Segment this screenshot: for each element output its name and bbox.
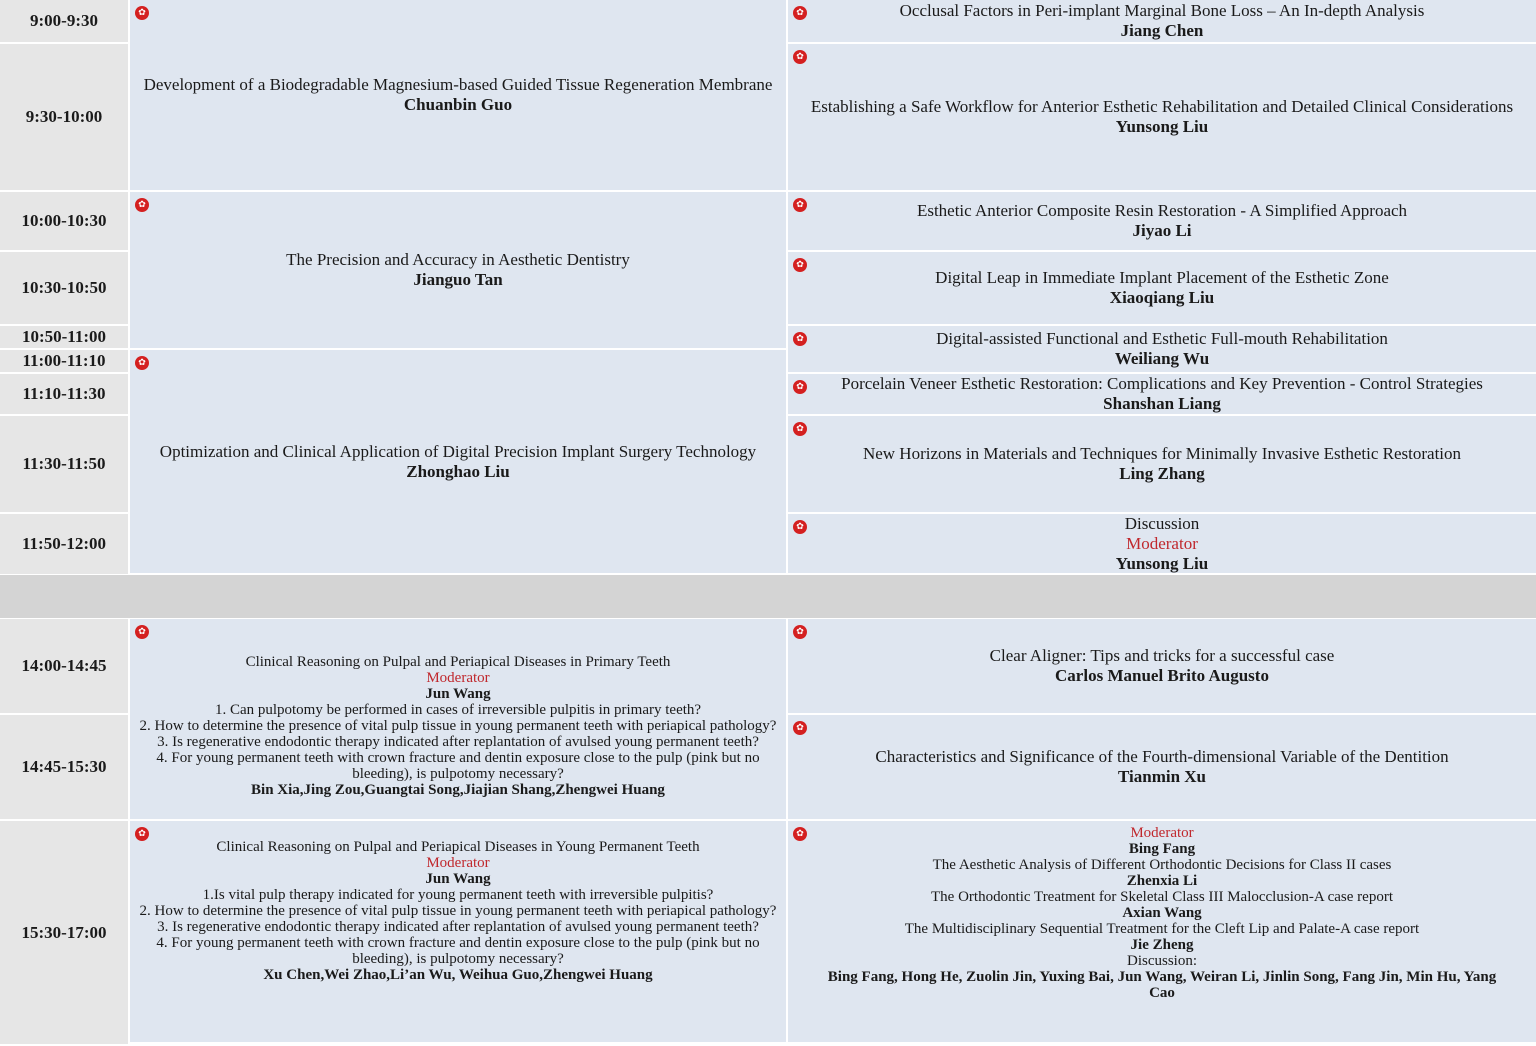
question: 4. For young permanent teeth with crown fracture and dentin exposure close to the pulp (pink but no bleeding), is pulpotomy necessary?	[156, 935, 760, 967]
question: 4. For young permanent teeth with crown fracture and dentin exposure close to the pulp (pink but no bleeding), is pulpotomy necessary?	[156, 750, 760, 782]
time-slot: 15:30-17:00	[0, 821, 128, 1046]
speaker-name: Jie Zheng	[1130, 937, 1194, 953]
talk-title: Occlusal Factors in Peri-implant Marginal Bone Loss – An In-depth Analysis	[899, 1, 1425, 20]
lunch-break-bar	[0, 575, 1536, 618]
logo-icon: ✿	[135, 827, 149, 841]
logo-icon: ✿	[793, 520, 807, 534]
time-slot: 9:00-9:30	[0, 0, 128, 44]
session-cell	[788, 619, 1536, 715]
time-slot: 11:00-11:10	[0, 350, 128, 374]
speaker-name: Chuanbin Guo	[403, 95, 513, 114]
time-slot: 14:45-15:30	[0, 715, 128, 821]
speaker-name: Yunsong Liu	[1115, 553, 1209, 573]
talk-title: New Horizons in Materials and Techniques for Minimally Invasive Esthetic Restoration	[862, 444, 1462, 463]
logo-icon: ✿	[793, 625, 807, 639]
speaker-name: Ling Zhang	[1119, 464, 1205, 483]
logo-icon: ✿	[793, 198, 807, 212]
session-cell	[130, 350, 786, 575]
speaker-name: Jiyao Li	[1132, 221, 1192, 240]
talk-title: Clear Aligner: Tips and tricks for a successful case	[989, 646, 1335, 665]
session-cell	[788, 374, 1536, 416]
question: 1.Is vital pulp therapy indicated for young permanent teeth with irreversible pulpitis?	[202, 887, 714, 903]
session-cell	[788, 252, 1536, 326]
logo-icon: ✿	[793, 6, 807, 20]
moderator-label: Moderator	[426, 855, 490, 871]
logo-icon: ✿	[793, 721, 807, 735]
question: 3. Is regenerative endodontic therapy indicated after replantation of avulsed young permanent teeth?	[157, 734, 759, 750]
talk-title: Porcelain Veneer Esthetic Restoration: Complications and Key Prevention - Control Strategies	[841, 374, 1483, 393]
speaker-name: Carlos Manuel Brito Augusto	[1055, 666, 1269, 685]
talk-title: Esthetic Anterior Composite Resin Restoration - A Simplified Approach	[916, 201, 1408, 220]
logo-icon: ✿	[793, 332, 807, 346]
moderator-label: Moderator	[1126, 533, 1198, 553]
speaker-name: Shanshan Liang	[1103, 394, 1221, 413]
logo-icon: ✿	[793, 380, 807, 394]
moderator-name: Bing Fang	[1128, 841, 1196, 857]
talk-title: The Aesthetic Analysis of Different Orthodontic Decisions for Class II cases	[932, 857, 1392, 873]
time-slot: 11:10-11:30	[0, 374, 128, 416]
session-cell	[788, 326, 1536, 374]
talk-title: Digital Leap in Immediate Implant Placement of the Esthetic Zone	[935, 268, 1389, 287]
session-cell	[788, 192, 1536, 252]
speaker-name: Jianguo Tan	[413, 270, 503, 289]
speaker-name: Zhonghao Liu	[406, 461, 510, 481]
time-slot: 9:30-10:00	[0, 44, 128, 192]
session-cell	[788, 44, 1536, 192]
question: 2. How to determine the presence of vital pulp tissue in young permanent teeth with periapical pathology?	[139, 718, 777, 734]
logo-icon: ✿	[135, 356, 149, 370]
logo-icon: ✿	[135, 6, 149, 20]
session-cell	[130, 192, 786, 350]
talk-title: Digital-assisted Functional and Esthetic Full-mouth Rehabilitation	[936, 329, 1388, 348]
logo-icon: ✿	[135, 625, 149, 639]
question: 2. How to determine the presence of vital pulp tissue in young permanent teeth with periapical pathology?	[139, 903, 777, 919]
logo-icon: ✿	[793, 422, 807, 436]
talk-title: Clinical Reasoning on Pulpal and Periapical Diseases in Young Permanent Teeth	[216, 839, 700, 855]
panel-names: Bing Fang, Hong He, Zuolin Jin, Yuxing Bai, Jun Wang, Weiran Li, Jinlin Song, Fang Jin, Min Hu, Yang Cao	[827, 969, 1497, 1001]
speaker-name: Axian Wang	[1122, 905, 1202, 921]
talk-title: Optimization and Clinical Application of Digital Precision Implant Surgery Technology	[159, 441, 757, 461]
panel-names: Xu Chen,Wei Zhao,Li’an Wu, Weihua Guo,Zhengwei Huang	[263, 967, 653, 983]
talk-title: The Orthodontic Treatment for Skeletal Class III Malocclusion-A case report	[931, 889, 1393, 905]
logo-icon: ✿	[135, 198, 149, 212]
logo-icon: ✿	[793, 827, 807, 841]
time-slot: 11:30-11:50	[0, 416, 128, 514]
moderator-name: Jun Wang	[425, 686, 491, 702]
time-slot: 10:50-11:00	[0, 326, 128, 350]
talk-title: The Precision and Accuracy in Aesthetic Dentistry	[286, 250, 630, 269]
time-slot: 11:50-12:00	[0, 514, 128, 576]
panel-names: Bin Xia,Jing Zou,Guangtai Song,Jiajian Shang,Zhengwei Huang	[251, 782, 665, 798]
logo-icon: ✿	[793, 50, 807, 64]
speaker-name: Tianmin Xu	[1117, 767, 1207, 786]
talk-title: Characteristics and Significance of the Fourth-dimensional Variable of the Dentition	[875, 747, 1449, 766]
session-cell	[788, 715, 1536, 821]
session-cell	[130, 619, 786, 821]
question: 3. Is regenerative endodontic therapy indicated after replantation of avulsed young permanent teeth?	[157, 919, 759, 935]
speaker-name: Zhenxia Li	[1126, 873, 1198, 889]
talk-title: The Multidisciplinary Sequential Treatment for the Cleft Lip and Palate-A case report	[904, 921, 1420, 937]
talk-title: Development of a Biodegradable Magnesium-based Guided Tissue Regeneration Membrane	[143, 75, 773, 94]
logo-icon: ✿	[793, 258, 807, 272]
moderator-label: Moderator	[426, 670, 490, 686]
talk-title: Discussion	[1124, 513, 1200, 533]
session-cell	[130, 821, 786, 1044]
talk-title: Clinical Reasoning on Pulpal and Periapical Diseases in Primary Teeth	[245, 654, 671, 670]
talk-title: Establishing a Safe Workflow for Anterior Esthetic Rehabilitation and Detailed Clinical Considerations	[810, 97, 1514, 116]
question: 1. Can pulpotomy be performed in cases of irreversible pulpitis in primary teeth?	[214, 702, 702, 718]
discussion-label: Discussion:	[1126, 953, 1197, 969]
time-slot: 14:00-14:45	[0, 619, 128, 715]
session-cell	[788, 0, 1536, 44]
moderator-label: Moderator	[1130, 825, 1194, 841]
speaker-name: Jiang Chen	[1120, 21, 1204, 40]
session-cell	[788, 416, 1536, 514]
session-cell	[788, 821, 1536, 1044]
time-slot: 10:30-10:50	[0, 252, 128, 326]
moderator-name: Jun Wang	[425, 871, 491, 887]
speaker-name: Weiliang Wu	[1114, 349, 1210, 368]
speaker-name: Xiaoqiang Liu	[1109, 288, 1215, 307]
session-cell	[788, 514, 1536, 575]
time-slot: 10:00-10:30	[0, 192, 128, 252]
speaker-name: Yunsong Liu	[1115, 117, 1209, 136]
session-cell	[130, 0, 786, 192]
